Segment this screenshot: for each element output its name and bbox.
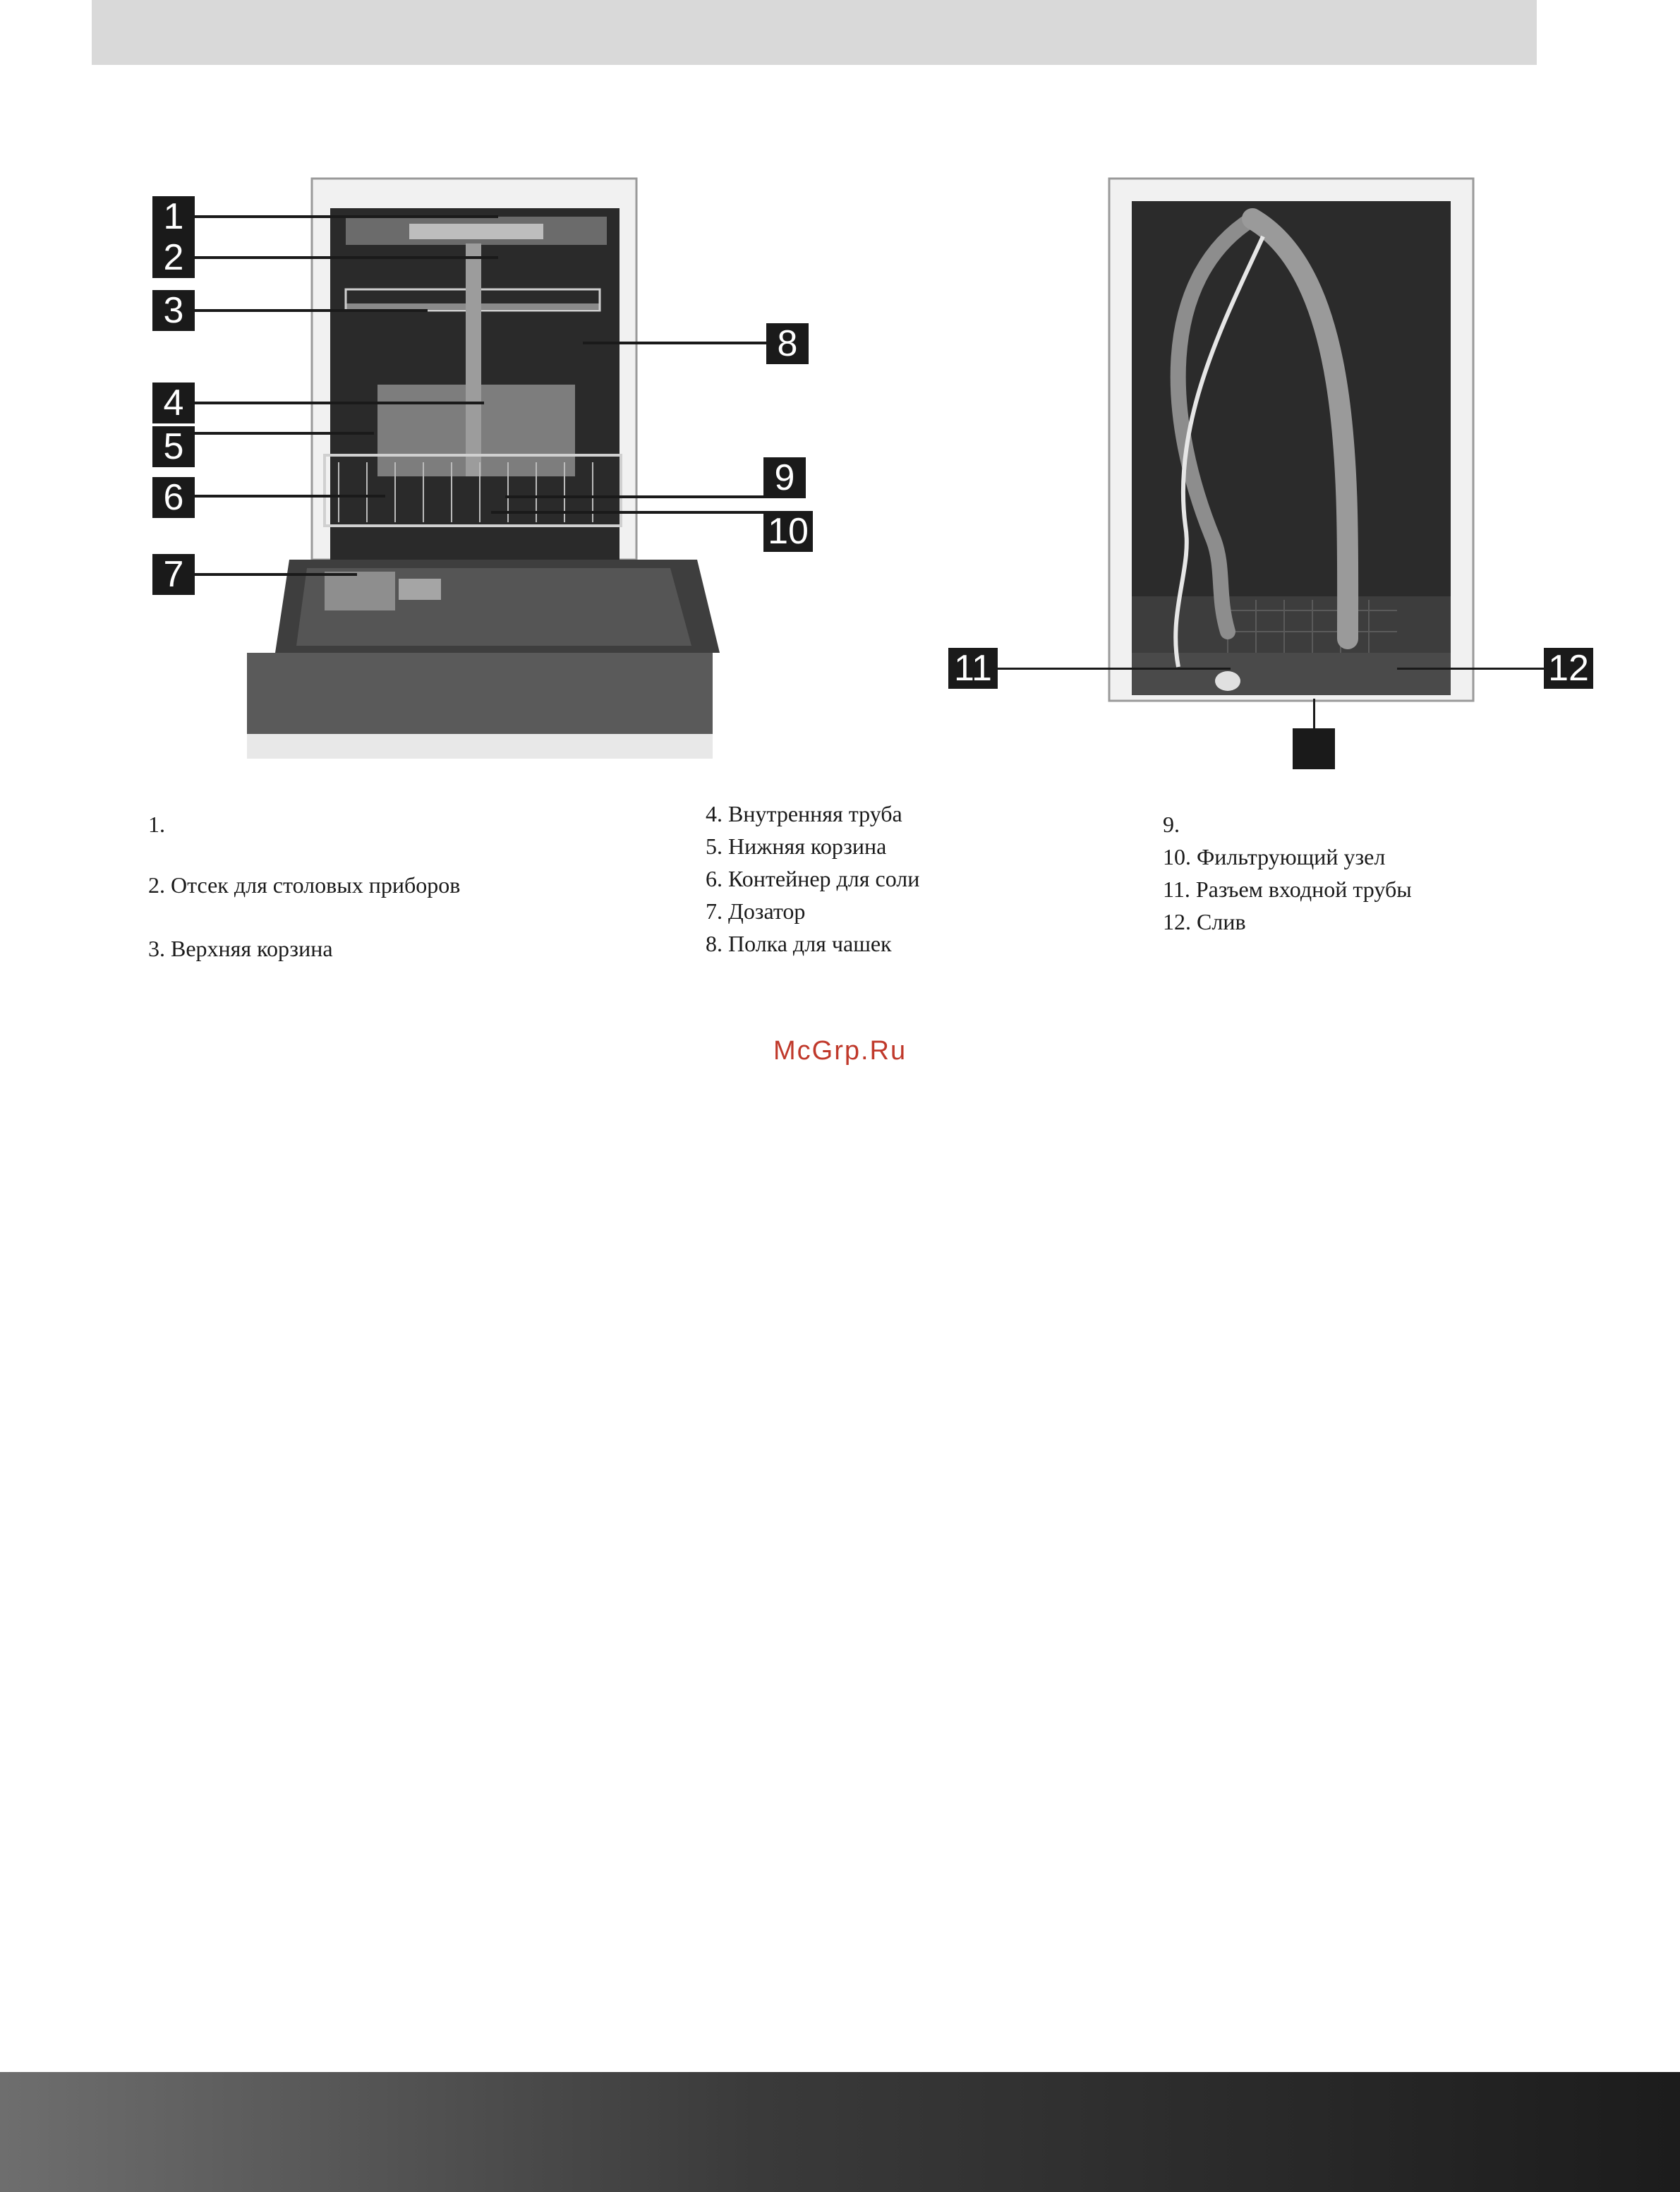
leader-9 (505, 495, 763, 498)
legend-item-1: 1. (148, 812, 165, 837)
callout-6: 6 (152, 477, 195, 518)
callout-3: 3 (152, 290, 195, 331)
leader-5 (195, 432, 374, 435)
callout-8: 8 (766, 323, 809, 364)
callout-4: 4 (152, 383, 195, 423)
legend-item-10: 10. Фильтрующий узел (1163, 844, 1386, 869)
legend-column-1 (148, 808, 460, 965)
legend-item-7: 7. Дозатор (706, 898, 806, 924)
legend-item-3: 3. Верхняя корзина (148, 936, 333, 961)
callout-blank (1293, 728, 1335, 769)
callout-10: 10 (763, 511, 813, 552)
leader-6 (195, 495, 385, 498)
callout-12: 12 (1544, 648, 1593, 689)
legend-column-3 (1163, 808, 1412, 938)
legend-item-9: 9. (1163, 812, 1180, 837)
dishwasher-back-illustration (1101, 173, 1482, 709)
footer-bar (0, 2072, 1680, 2192)
leader-4 (195, 402, 484, 404)
leader-blank (1313, 699, 1315, 728)
legend-item-5: 5. Нижняя корзина (706, 833, 887, 859)
legend-column-2 (706, 797, 919, 960)
callout-7: 7 (152, 554, 195, 595)
legend-item-6: 6. Контейнер для соли (706, 866, 920, 891)
leader-10 (491, 511, 763, 514)
callout-9: 9 (763, 457, 806, 498)
legend-item-11: 11. Разъем входной трубы (1163, 877, 1412, 902)
legend-item-8: 8. Полка для чашек (706, 931, 892, 956)
leader-8 (583, 342, 766, 344)
dishwasher-front-illustration (240, 173, 720, 759)
legend-item-4: 4. Внутренняя труба (706, 801, 902, 826)
leader-2 (195, 256, 498, 259)
callout-5: 5 (152, 426, 195, 467)
legend-item-12: 12. Слив (1163, 909, 1246, 934)
leader-7 (195, 573, 357, 576)
legend-item-2: 2. Отсек для столовых приборов (148, 872, 461, 898)
leader-11 (998, 668, 1231, 670)
leader-12 (1397, 668, 1544, 670)
callout-1: 1 (152, 196, 195, 237)
callout-2: 2 (152, 237, 195, 278)
watermark: McGrp.Ru (773, 1036, 907, 1066)
header-bar (92, 0, 1537, 65)
leader-1 (195, 215, 498, 218)
callout-11: 11 (948, 648, 998, 689)
leader-3 (195, 309, 428, 312)
